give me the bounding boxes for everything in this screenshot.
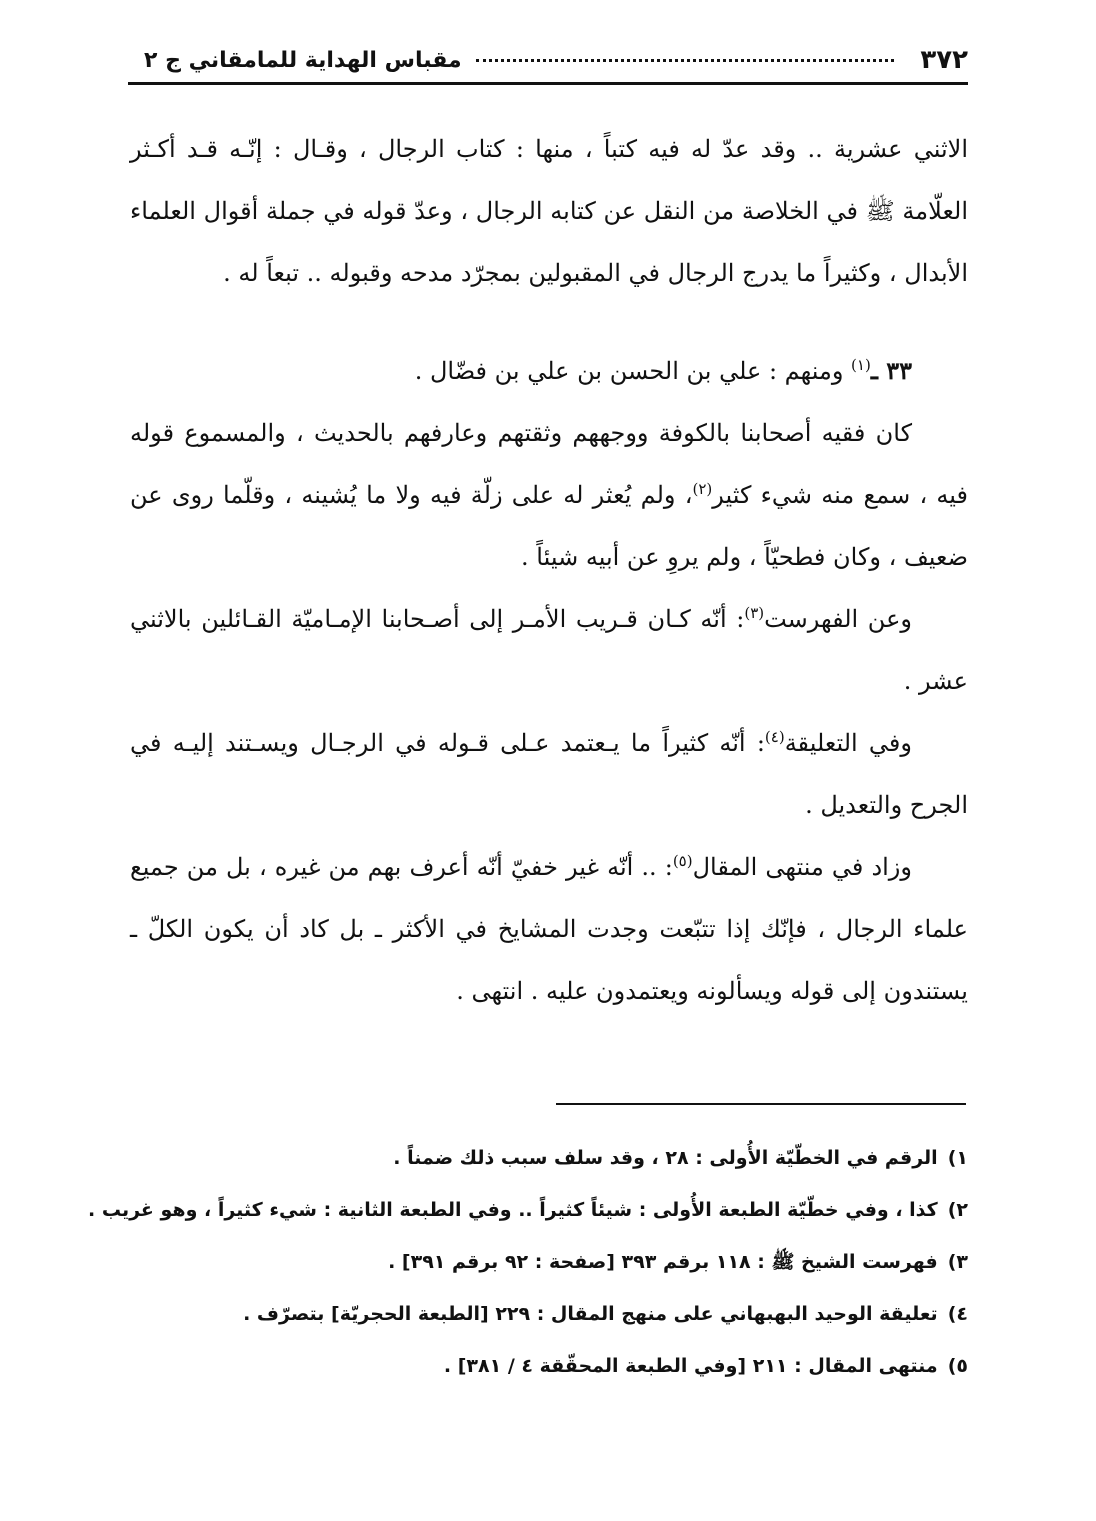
paragraph-intro	[130, 118, 968, 304]
footnote-ref[interactable]: (٢)	[692, 480, 713, 498]
paragraph-fihrist	[130, 588, 968, 712]
paragraph-entry-heading	[130, 340, 968, 402]
running-title: مقباس الهداية للمامقاني ج ٢	[144, 47, 462, 73]
paragraph-description	[130, 402, 968, 588]
footnote-ref[interactable]: (٤)	[764, 728, 785, 746]
paragraph-text: وفي التعليقة	[784, 729, 912, 757]
footnote-text: كذا ، وفي خطّيّة الطبعة الأُولى : شيئاً كثيراً .. وفي الطبعة الثانية : شيء كثيراً ، وهو غريب .	[88, 1199, 938, 1221]
paragraph-text: ، ولم يُعثر له على زلّة فيه ولا ما يُشينه ، وقلّما روى عن ضعيف ، وكان فطحيّاً ، ولم يروِ عن أبيه شيئاً .	[130, 481, 968, 571]
footnote-text: تعليقة الوحيد البهبهاني على منهج المقال : ٢٢٩ [الطبعة الحجريّة] بتصرّف .	[243, 1303, 938, 1325]
header-leader	[144, 48, 904, 73]
footnote-text: الرقم في الخطّيّة الأُولى : ٢٨ ، وقد سلف سبب ذلك ضمناً .	[393, 1147, 938, 1169]
footnote-text: فهرست الشيخ ﷺ : ١١٨ برقم ٣٩٣ [صفحة : ٩٢ برقم ٣٩١] .	[388, 1251, 938, 1273]
footnote-number: ٤)	[947, 1303, 968, 1325]
footnote-item	[140, 1236, 968, 1288]
footnote-text: منتهى المقال : ٢١١ [وفي الطبعة المحقّقة ٤ / ٣٨١] .	[443, 1355, 938, 1377]
footnote-number: ١)	[947, 1147, 968, 1169]
footnote-number: ٣)	[947, 1251, 968, 1273]
footnote-ref[interactable]: (٣)	[744, 604, 765, 622]
footnotes-list	[88, 1132, 968, 1392]
paragraph-text: ومنهم : علي بن الحسن بن علي بن فضّال .	[414, 357, 852, 385]
paragraph-text: : .. أنّه غير خفيّ أنّه أعرف بهم من غيره ، بل من جميع علماء الرجال ، فإنّك إذا تتبّعت وجدت المشايخ في الأكثر ـ بل كاد أن يكون الكلّ ـ يستندون إلى قوله ويسألونه ويعتمدون عليه . انتهى .	[130, 853, 968, 1005]
footnote-item	[140, 1340, 968, 1392]
footnote-ref[interactable]: (٥)	[672, 852, 693, 870]
footnote-number: ٢)	[947, 1199, 968, 1221]
paragraph-text: : أنّه كثيراً ما يـعتمد عـلى قـوله في الرجـال ويسـتند إليـه في الجرح والتعديل .	[130, 729, 968, 819]
paragraph-text: الاثني عشرية .. وقد عدّ له فيه كتباً ، منها : كتاب الرجال ، وقـال : إنّـه قـد أكـثر العلّامة ﷺ في الخلاصة من النقل عن كتابه الرجال ، وعدّ قوله في جملة أقوال العلماء الأبدال ، وكثيراً ما يدرج الرجال في المقبولين بمجرّد مدحه وقبوله .. تبعاً له .	[130, 135, 968, 287]
paragraph-text: وعن الفهرست	[764, 605, 912, 633]
paragraph-text: : أنّه كـان قـريب الأمـر إلى أصـحابنا الإمـاميّة القـائلين بالاثني عشر .	[130, 605, 968, 695]
dotted-leader	[476, 59, 895, 62]
footnote-separator	[556, 1103, 966, 1105]
footnote-number: ٥)	[947, 1355, 968, 1377]
page-header	[128, 38, 968, 85]
paragraph-taliqa	[130, 712, 968, 836]
main-text	[130, 118, 968, 1022]
footnote-ref[interactable]: (١)	[851, 356, 871, 374]
footnote-item	[140, 1132, 968, 1184]
footnote-item	[88, 1184, 968, 1236]
entry-number: ٣٣ ـ	[870, 356, 912, 385]
paragraph-text: كان فقيه أصحابنا بالكوفة ووجههم وثقتهم وعارفهم بالحديث ، والمسموع قوله فيه ، سمع منه شيء كثير	[130, 419, 968, 509]
paragraph-text: وزاد في منتهى المقال	[692, 853, 912, 881]
footnote-item	[140, 1288, 968, 1340]
paragraph-muntaha	[130, 836, 968, 1022]
page-number: ٣٧٢	[920, 45, 968, 75]
